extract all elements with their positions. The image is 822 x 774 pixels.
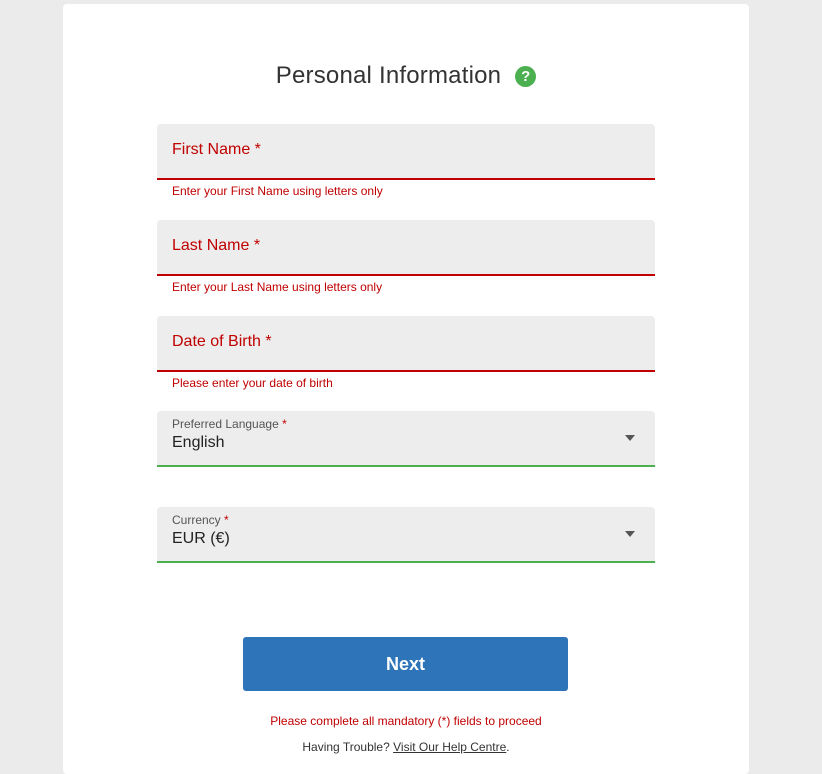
first-name-placeholder: First Name * bbox=[172, 141, 261, 158]
preferred-language-label-text: Preferred Language bbox=[172, 417, 279, 431]
help-line bbox=[63, 740, 749, 754]
next-button[interactable]: Next bbox=[243, 637, 568, 691]
chevron-down-icon bbox=[625, 435, 635, 441]
first-name-error: Enter your First Name using letters only bbox=[172, 184, 383, 198]
currency-value: EUR (€) bbox=[172, 530, 230, 547]
trouble-text: Having Trouble? bbox=[302, 740, 390, 754]
chevron-down-icon bbox=[625, 531, 635, 537]
last-name-field[interactable] bbox=[157, 220, 655, 276]
help-icon[interactable]: ? bbox=[515, 66, 536, 87]
currency-label-text: Currency bbox=[172, 513, 221, 527]
preferred-language-value: English bbox=[172, 434, 225, 451]
date-of-birth-error: Please enter your date of birth bbox=[172, 376, 333, 390]
help-centre-link[interactable]: Visit Our Help Centre bbox=[393, 740, 507, 754]
currency-select[interactable] bbox=[157, 507, 655, 563]
personal-info-card bbox=[63, 4, 749, 774]
trailing-period: . bbox=[506, 740, 510, 754]
required-mark: * bbox=[224, 513, 229, 527]
required-mark: * bbox=[282, 417, 287, 431]
first-name-field[interactable] bbox=[157, 124, 655, 180]
page-title: Personal Information bbox=[275, 62, 502, 89]
last-name-placeholder: Last Name * bbox=[172, 237, 261, 254]
preferred-language-select[interactable] bbox=[157, 411, 655, 467]
last-name-error: Enter your Last Name using letters only bbox=[172, 280, 383, 294]
mandatory-fields-note: Please complete all mandatory (*) fields to proceed bbox=[270, 714, 542, 728]
title-row bbox=[63, 62, 749, 94]
date-of-birth-placeholder: Date of Birth * bbox=[172, 333, 272, 350]
date-of-birth-field[interactable] bbox=[157, 316, 655, 372]
preferred-language-label bbox=[172, 417, 287, 431]
currency-label bbox=[172, 513, 229, 527]
